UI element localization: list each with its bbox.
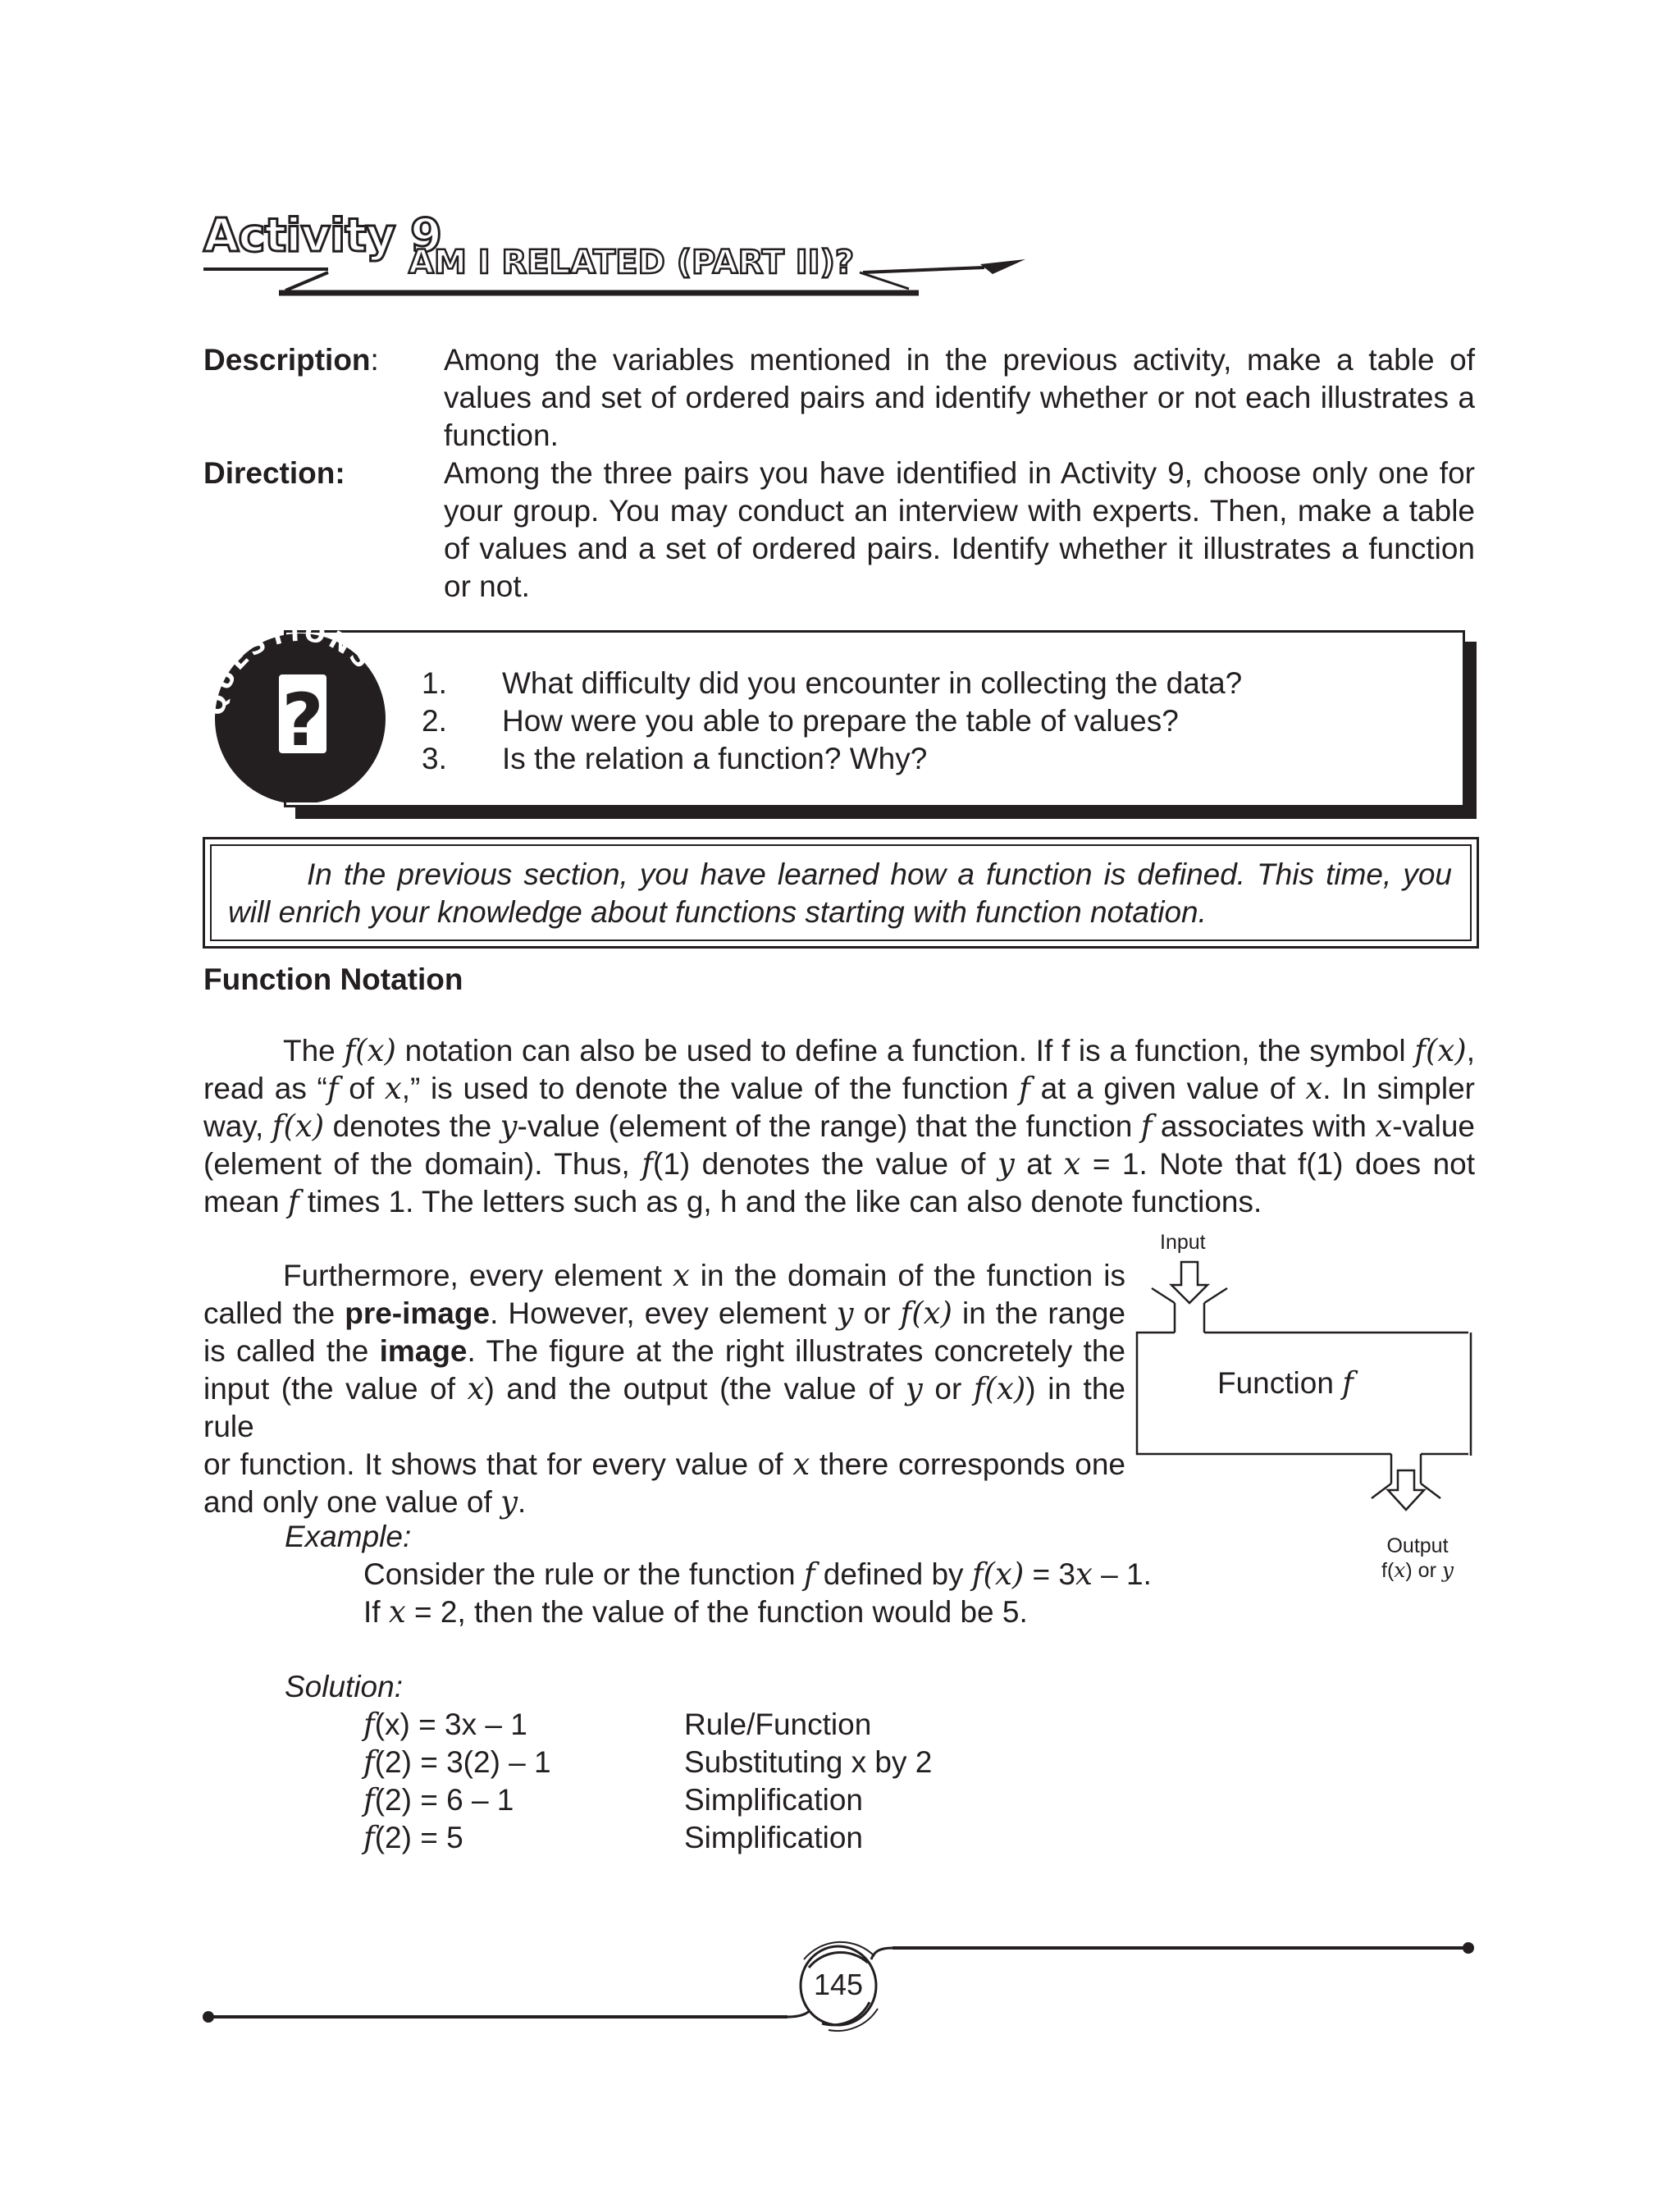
solution-steps [363,1706,932,1857]
svg-text:QUESTIONS: QUESTIONS [202,618,379,718]
example-label: Example: [285,1520,412,1553]
question-item: 1. What difficulty did you encounter in collecting the data? [422,666,1243,700]
solution-row: f(2) = 5 Simplification [363,1820,863,1855]
section-title: Function Notation [203,962,463,996]
description-label: Description: [203,343,379,377]
page-number: 145 [813,1968,864,2001]
solution-row: f(x) = 3x – 1 Rule/Function [363,1707,872,1742]
description-text: Among the variables mentioned in the previous activity, make a table of values and set of ordered pairs and identify whether or not each illustrates a function. [444,343,1475,452]
solution-row: f(2) = 3(2) – 1 Substituting x by 2 [363,1744,933,1780]
question-item: 2. How were you able to prepare the table of values? [422,704,1179,738]
direction-text: Among the three pairs you have identified in Activity 9, choose only one for your group. You may conduct an interview with experts. Then, make a table of values and a set of ordered pairs. Identify whether it illustrates a function or not. [444,456,1475,603]
question-item: 3. Is the relation a function? Why? [422,742,928,775]
questions-badge [200,614,389,802]
note-text: In the previous section, you have learned how a function is defined. This time, you will enrich your knowledge about functions starting with function notation. [228,857,1452,929]
example-text: Consider the rule or the function f defined by f(x) = 3x – 1. If x = 2, then the value of the function would be 5. [363,1557,1152,1630]
activity-label: Activity 9 [203,209,441,263]
paragraph-pre-image: Furthermore, every element x in the domain of the function is called the pre-image. However, evey element y or f(x) in the range is called the image. The figure at the right illustrates concretely the input (the value of x) and the output (the value of y or f(x)) in the rule or function. It shows that for every value of x there corresponds one and only one value of y. [203,1258,1126,1520]
svg-text:?: ? [281,678,324,762]
activity-title: AM I RELATED (PART II)? [409,244,855,281]
header-rules [197,254,1034,300]
questions-list [422,665,1242,778]
direction-label: Direction: [203,456,345,490]
solution-label: Solution: [285,1670,403,1703]
diagram-input-label: Input [1160,1231,1206,1254]
diagram-output-label: Output f(x) or y [1381,1534,1454,1582]
diagram-function-label: Function f [1217,1365,1354,1401]
solution-row: f(2) = 6 – 1 Simplification [363,1782,863,1817]
paragraph-function-notation: The f(x) notation can also be used to define a function. If f is a function, the symbol f(x), read as “f of x,” is used to denote the value of the function f at a given value of x. In simpler way, f(x) denotes the y-value (element of the range) that the function f associates with x-value (element of the domain). Thus, f(1) denotes the value of y at x = 1. Note that f(1) does not mean f times 1. The letters such as g, h and the like can also denote functions. [203,1033,1475,1219]
